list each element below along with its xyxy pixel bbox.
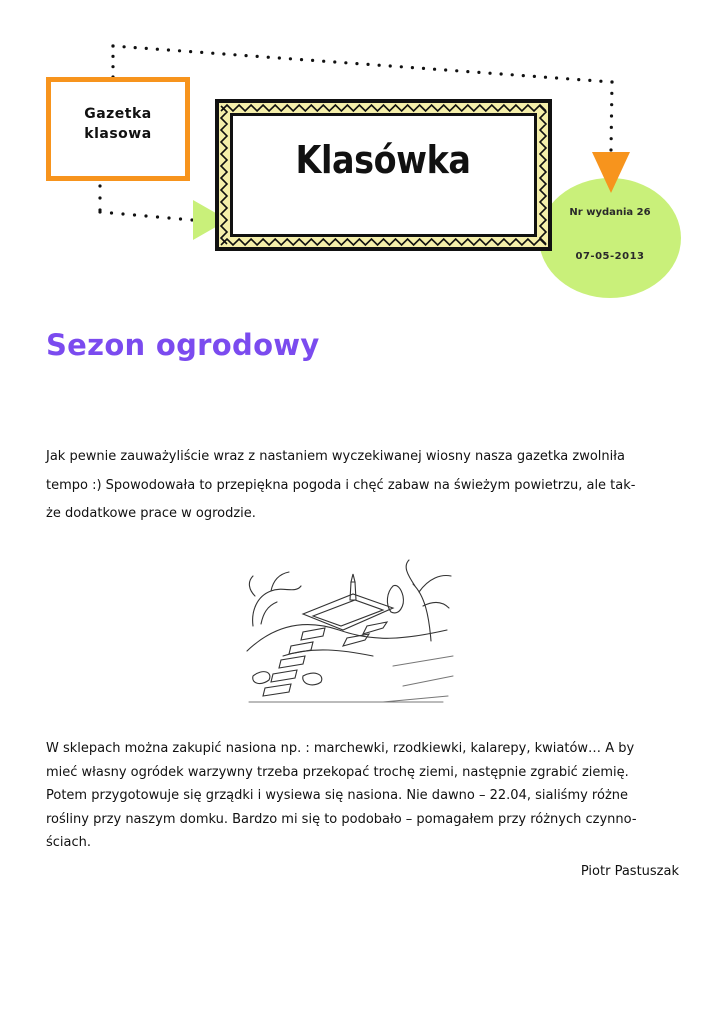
gazette-tag-label xyxy=(46,104,190,144)
dot xyxy=(422,67,425,70)
gazette-tag-line1: Gazetka xyxy=(84,106,152,122)
dot xyxy=(577,78,580,81)
dot xyxy=(610,114,613,117)
dot xyxy=(179,217,182,220)
dot xyxy=(500,72,503,75)
dot xyxy=(389,64,392,67)
article-author: Piotr Pastuszak xyxy=(580,864,679,879)
issue-badge-ellipse xyxy=(539,178,681,298)
paragraph-line: Potem przygotowuje się grządki i wysiewa się nasiona. Nie dawno – 22.04, sialiśmy różne xyxy=(46,788,629,803)
dot xyxy=(455,69,458,72)
dot xyxy=(267,56,270,59)
dot xyxy=(588,79,591,82)
dot xyxy=(289,57,292,60)
article-paragraph-1 xyxy=(46,443,680,529)
paragraph-line: Jak pewnie zauważyliście wraz z nastaniem wyczekiwanej wiosny nasza gazetka zwolniła xyxy=(46,449,625,464)
dot xyxy=(211,52,214,55)
dot xyxy=(311,59,314,62)
issue-number: Nr wydania 26 xyxy=(569,207,651,218)
gazette-tag-line2: klasowa xyxy=(84,126,152,142)
dot xyxy=(144,214,147,217)
dot xyxy=(599,80,602,83)
dot xyxy=(522,74,525,77)
dot xyxy=(411,66,414,69)
dot xyxy=(322,60,325,63)
dot xyxy=(333,60,336,63)
garden-sketch-icon xyxy=(243,556,456,706)
dot xyxy=(156,48,159,51)
dot xyxy=(488,72,491,75)
dotted-line-right xyxy=(609,80,613,151)
paragraph-line: mieć własny ogródek warzywny trzeba przekopać trochę ziemi, następnie zgrabić ziemię. xyxy=(46,764,629,780)
dot xyxy=(111,65,114,68)
dot xyxy=(98,184,101,187)
dot xyxy=(189,50,192,53)
dot xyxy=(110,211,113,214)
dot xyxy=(98,196,101,199)
paragraph-line: rośliny przy naszym domku. Bardzo mi się to podobało – pomagałem przy różnych czynno- xyxy=(46,811,637,827)
dot xyxy=(610,126,613,129)
dot xyxy=(610,137,613,140)
dot xyxy=(477,71,480,74)
dot xyxy=(121,212,124,215)
dot xyxy=(167,48,170,51)
dot xyxy=(122,45,125,48)
dot xyxy=(544,76,547,79)
dot xyxy=(167,216,170,219)
article-paragraph-2 xyxy=(46,737,680,855)
dot xyxy=(366,63,369,66)
dot xyxy=(145,47,148,50)
dot xyxy=(610,92,613,95)
dot xyxy=(555,76,558,79)
dot xyxy=(609,148,612,151)
dot xyxy=(98,210,101,213)
dot xyxy=(378,64,381,67)
newspaper-title: Klasówka xyxy=(295,138,471,182)
dot xyxy=(233,53,236,56)
dot xyxy=(511,73,514,76)
dot xyxy=(566,77,569,80)
article-headline: Sezon ogrodowy xyxy=(46,328,320,362)
dot xyxy=(200,51,203,54)
dot xyxy=(244,54,247,57)
dot xyxy=(256,55,259,58)
dot xyxy=(355,62,358,65)
dot xyxy=(533,75,536,78)
dot xyxy=(133,213,136,216)
dot xyxy=(278,56,281,59)
paragraph-line: W sklepach można zakupić nasiona np. : marchewki, rzodkiewki, kalarepy, kwiatów… A by xyxy=(46,741,635,756)
dot xyxy=(178,49,181,52)
dot xyxy=(444,68,447,71)
paragraph-line: że dodatkowe prace w ogrodzie. xyxy=(46,506,256,521)
dot xyxy=(466,70,469,73)
dot xyxy=(111,55,114,58)
paragraph-line: tempo :) Spowodowała to przepiękna pogoda i chęć zabaw na świeżym powietrzu, ale tak- xyxy=(46,477,636,493)
dot xyxy=(610,80,613,83)
dot xyxy=(111,44,114,47)
dot xyxy=(300,58,303,61)
dot xyxy=(222,52,225,55)
issue-date: 07-05-2013 xyxy=(575,251,645,262)
dot xyxy=(134,46,137,49)
dot xyxy=(400,65,403,68)
dot xyxy=(433,68,436,71)
dot xyxy=(610,103,613,106)
dot xyxy=(344,61,347,64)
paragraph-line: ściach. xyxy=(46,835,92,850)
dot xyxy=(156,215,159,218)
dotted-line-left xyxy=(98,184,193,221)
